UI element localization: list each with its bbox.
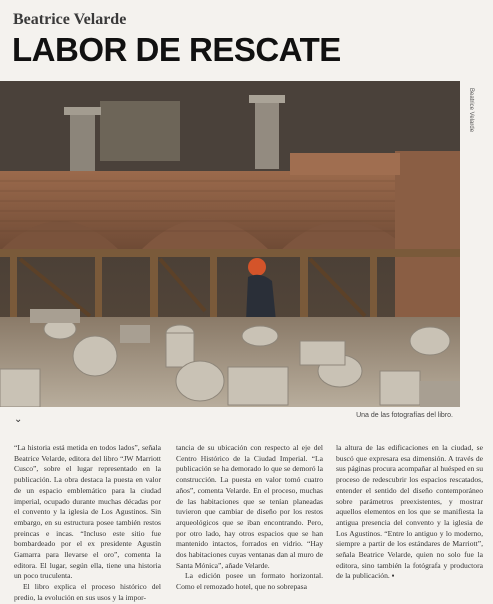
text-column-3 [336,443,483,582]
text-column-2 [176,443,323,593]
paragraph: tancia de su ubicación con respecto al eje del Centro Histórico de la Ciudad Imperial. “La publicación se ha demorado lo que se demoró la construcción. La puesta en valor tomó cuatro años”, comenta Velarde. En el proceso, muchas de las habitaciones que se tenían planeadas tuvieron que cambiar de diseño por los restos arqueológicos que se iban encontrando. Pero, por otro lado, hay otros espacios que se han mantenido intactos, forrados en vidrio. “Hay dos habitaciones cuyas ventanas dan al muro de Santa Mónica”, añade Velarde. [176,443,323,570]
paragraph: la altura de las edificaciones en la ciudad, se buscó que expresara esa dimensión. A través de sus páginas procura acompañar al huésped en su proceso de redescubrir los espacios rescatados, entender el sentido del diseño contemporáneo sobre parámetros preexistentes, y mostrar aquellos elementos en los que se manifiesta la antigua presencia del convento y la iglesia de Los Agustinos. “Entre lo antiguo y lo moderno, siempre a partir de los estándares de Marriott”, señala Beatrice Velarde, quien no solo fue la editora, sino también la fotógrafa y productora de la publicación. ▪ [336,443,483,581]
page-title: LABOR DE RESCATE [12,31,341,68]
excavation-photo [0,81,460,407]
paragraph: El libro explica el proceso histórico del predio, la evolución en sus usos y la impor- [14,582,161,602]
author-name: Beatrice Velarde [13,11,127,28]
photo-caption: Una de las fotografías del libro. [356,412,453,419]
chevron-down-icon: ⌄ [14,414,23,425]
photo-credit: Beatrice Velarde [468,88,474,133]
paragraph: La edición posee un formato horizontal. Como el remozado hotel, que no sobrepasa [176,571,323,592]
text-column-1 [14,443,161,604]
paragraph: “La historia está metida en todos lados”, señala Beatrice Velarde, editora del libro “JW Marriott Cusco”, sobre el lugar representado en la publicación. La obra destaca la puesta en valor de un espacio emblemático para la ciudad imperial, ocupado durante muchas décadas por el convento y la iglesia de Los Agustinos. Sin embargo, en su estructura posee también restos preincas e incas. “Incluso este sitio fue bombardeado por el ex presidente Agustín Gamarra para llevarse el oro”, comenta la editora. El lugar, según ella, tiene una historia un poco truculenta. [14,443,161,581]
